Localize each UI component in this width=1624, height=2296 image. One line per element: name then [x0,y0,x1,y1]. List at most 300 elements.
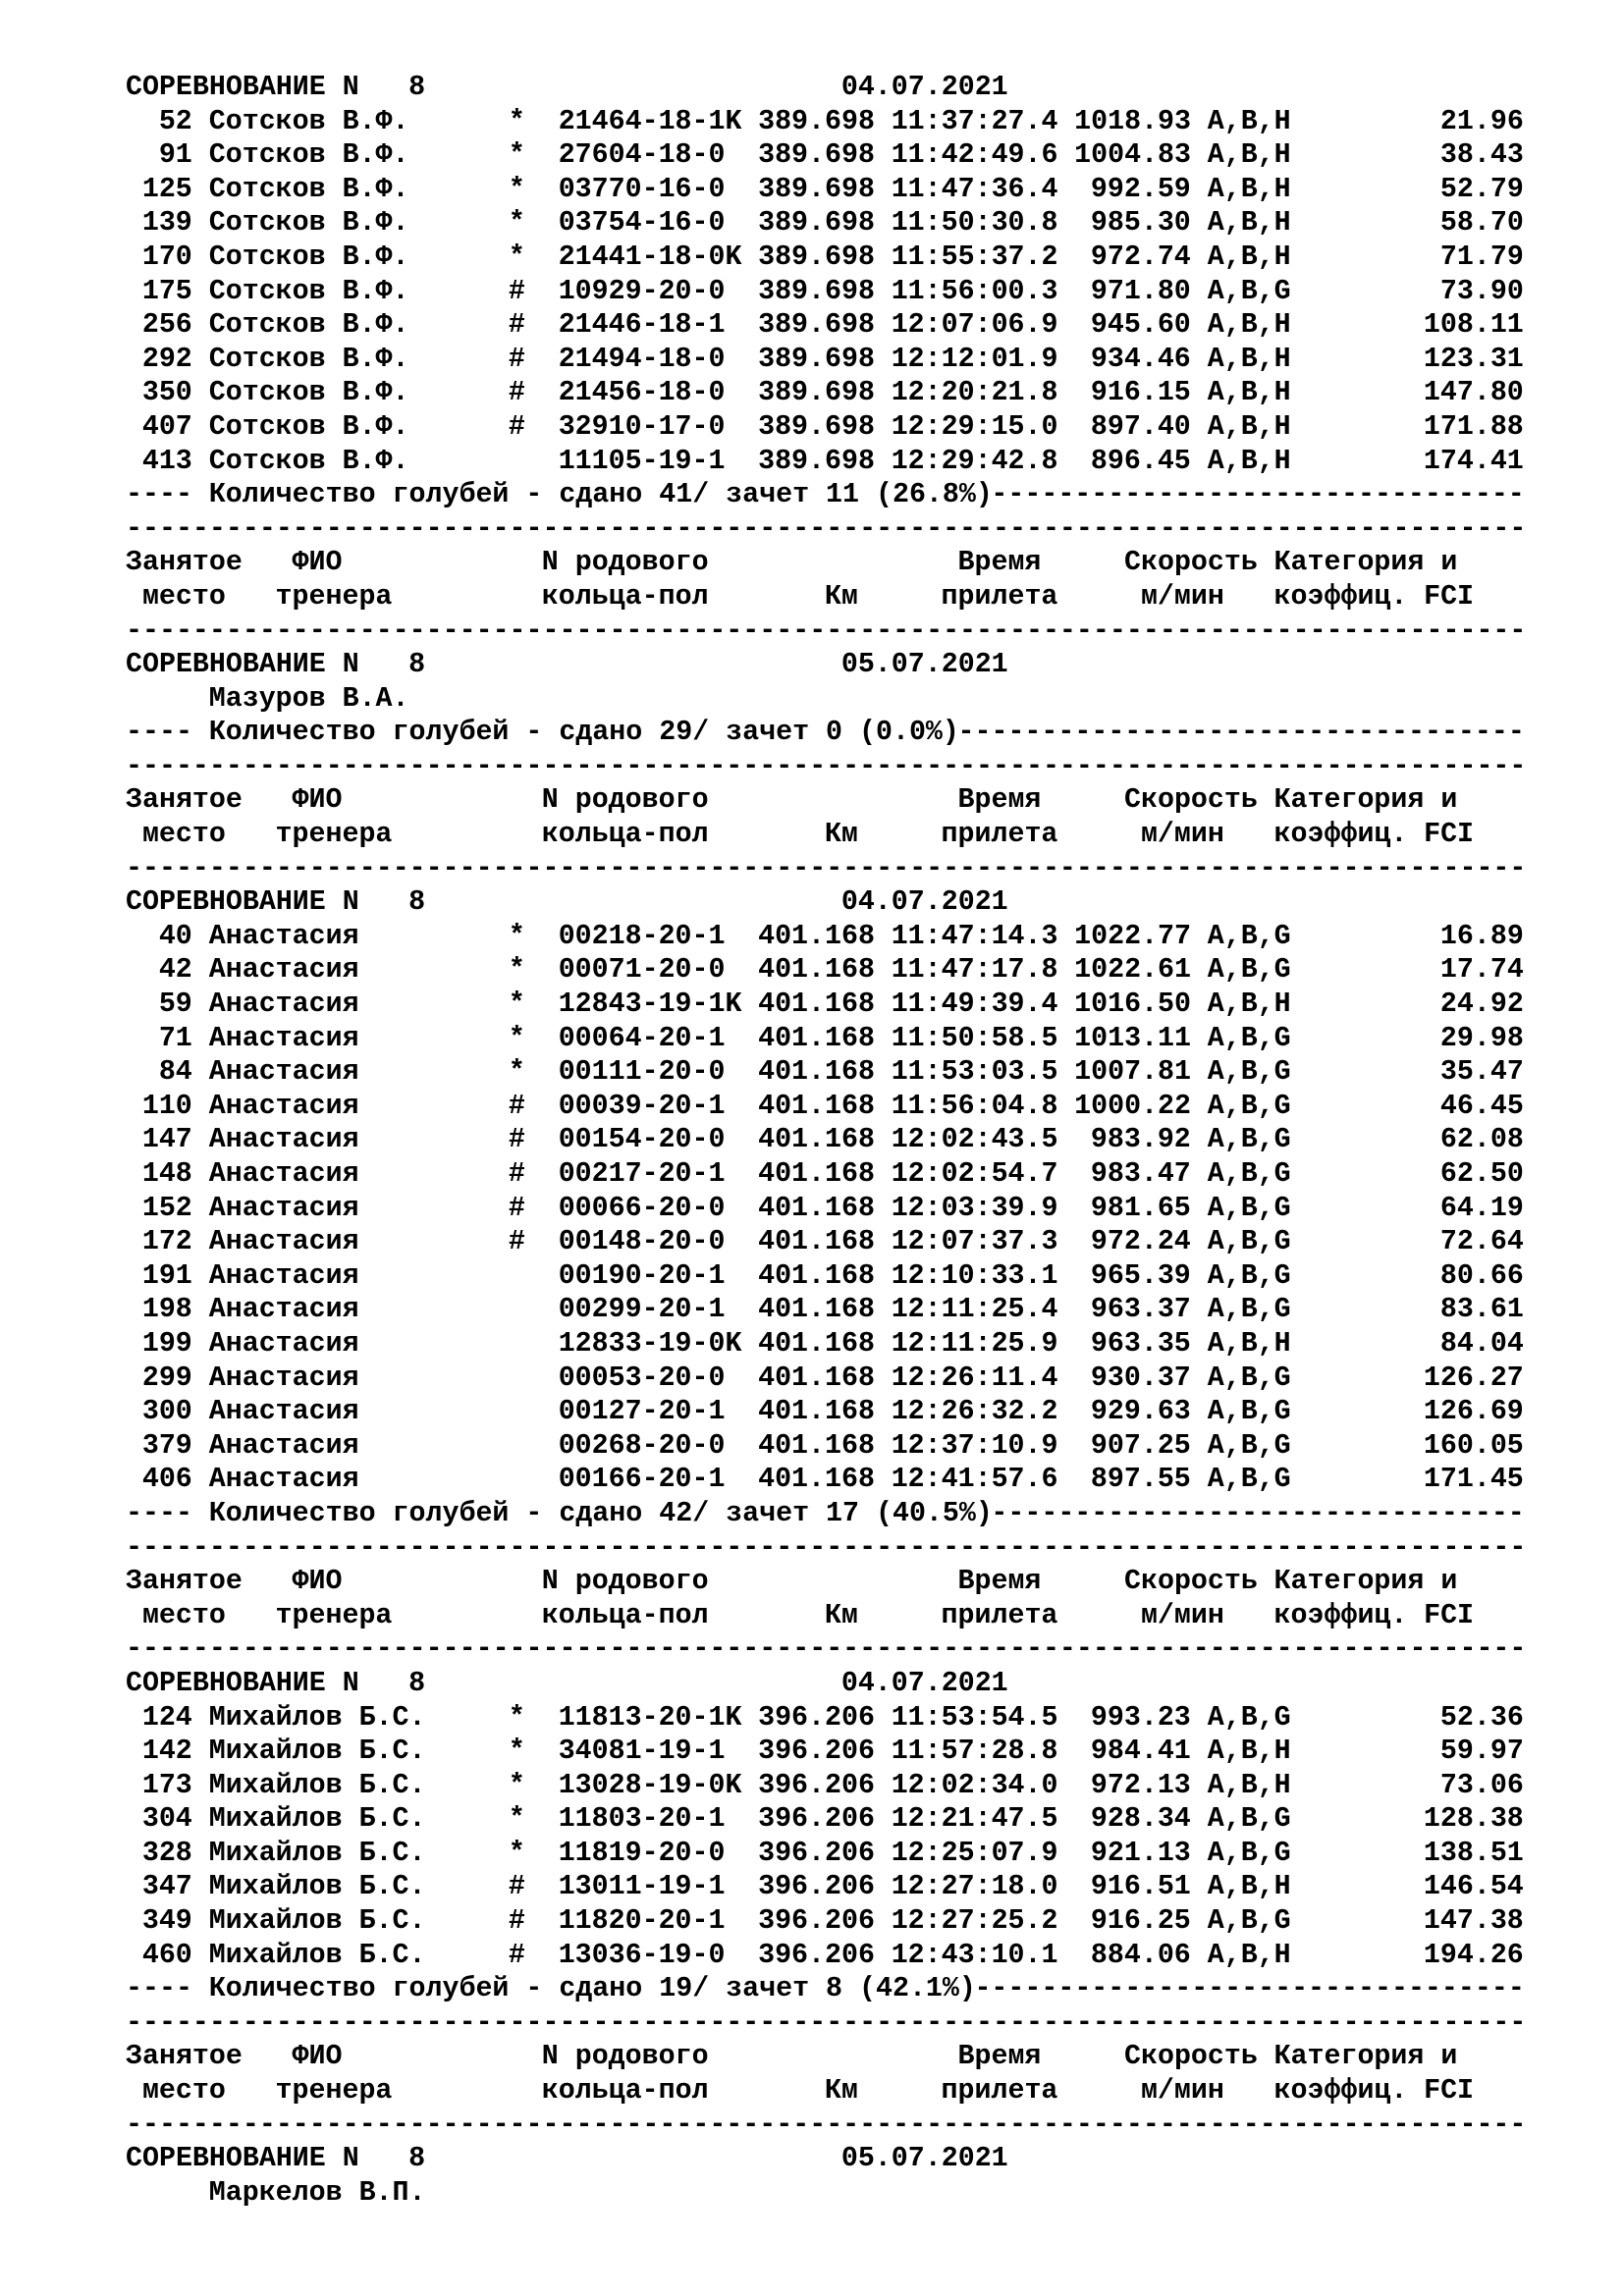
header-ring-2: кольца-пол [541,819,709,851]
row-trainer: Михайлов Б.С. [208,1803,426,1836]
row-ring: 00053-20-0 [558,1362,726,1394]
header-speed: Скорость [1124,2041,1258,2073]
row-coef: 46.45 [1439,1090,1524,1122]
header-ring: N родового [541,547,709,579]
row-time: 12:37:10.9 [891,1429,1058,1462]
result-row [126,1395,1598,1429]
row-mark: # [508,1939,525,1971]
competition-date: 04.07.2021 [840,1667,1008,1699]
row-coef: 174.41 [1423,445,1524,477]
row-place: 328 [141,1837,192,1869]
row-category: A,B,G [1207,1158,1291,1190]
header-ring: N родового [541,1566,709,1598]
row-time: 12:02:54.7 [891,1158,1058,1190]
header-ring: N родового [541,2041,709,2073]
header-ring: N родового [541,784,709,817]
row-speed: 972.74 [1090,240,1191,273]
row-mark: # [508,1905,525,1938]
result-row [126,1769,1598,1803]
trainer-name: Мазуров В.А. [208,682,409,715]
row-time: 12:20:21.8 [891,377,1058,409]
result-row [126,1870,1598,1904]
row-km: 396.206 [758,1837,875,1869]
row-category: A,B,G [1207,954,1291,987]
row-time: 12:12:01.9 [891,343,1058,375]
column-header-line-1 [126,783,1598,818]
row-mark: # [508,1124,525,1156]
header-ring-2: кольца-пол [541,580,709,613]
row-ring: 00064-20-1 [558,1022,726,1054]
header-bottom-rule [126,852,1598,886]
result-row [126,1837,1598,1871]
row-mark: * [508,954,525,987]
row-time: 11:49:39.4 [891,988,1058,1021]
row-category: A,B,G [1207,1056,1291,1089]
row-coef: 126.27 [1423,1362,1524,1394]
result-row [126,410,1598,445]
column-header-line-1 [126,2040,1598,2074]
result-row [126,1904,1598,1939]
row-ring: 00148-20-0 [558,1226,726,1258]
row-mark: * [508,1837,525,1869]
header-time: Время [957,2041,1042,2073]
row-km: 389.698 [758,377,875,409]
column-header-line-2 [126,818,1598,852]
row-speed: 984.41 [1090,1735,1191,1768]
row-km: 396.206 [758,1803,875,1836]
result-row [126,343,1598,377]
row-time: 12:07:06.9 [891,309,1058,342]
row-ring: 03754-16-0 [558,207,726,240]
row-place: 198 [141,1294,192,1326]
result-row [126,953,1598,988]
row-time: 11:55:37.2 [891,240,1058,273]
row-km: 396.206 [758,1871,875,1903]
row-km: 389.698 [758,275,875,307]
row-ring: 00039-20-1 [558,1090,726,1122]
row-coef: 171.88 [1423,410,1524,443]
row-coef: 71.79 [1439,240,1524,273]
row-speed: 1000.22 [1074,1090,1192,1122]
row-coef: 83.61 [1439,1294,1524,1326]
row-km: 401.168 [758,1464,875,1496]
row-km: 396.206 [758,1939,875,1971]
row-place: 304 [141,1803,192,1836]
row-category: A,B,H [1207,105,1291,137]
row-ring: 00217-20-1 [558,1158,726,1190]
competition-date: 05.07.2021 [840,649,1008,681]
row-place: 40 [158,920,192,952]
row-trainer: Сотсков В.Ф. [208,139,409,172]
row-category: A,B,G [1207,1022,1291,1054]
row-ring: 21464-18-1K [558,105,742,137]
row-time: 11:37:27.4 [891,105,1058,137]
competition-number: 8 [408,2143,426,2175]
row-time: 11:50:58.5 [891,1022,1058,1054]
row-speed: 896.45 [1090,445,1191,477]
row-speed: 897.55 [1090,1464,1191,1496]
row-trainer: Анастасия [208,954,359,987]
header-speed: Скорость [1124,784,1258,817]
header-time-2: прилета [941,580,1058,613]
header-place: Занятое [126,1566,243,1598]
row-time: 11:56:04.8 [891,1090,1058,1122]
row-mark: # [508,343,525,375]
row-mark: * [508,1803,525,1836]
row-trainer: Сотсков В.Ф. [208,309,409,342]
header-place: Занятое [126,547,243,579]
row-place: 175 [141,275,192,307]
row-trainer: Сотсков В.Ф. [208,207,409,240]
row-mark: # [508,275,525,307]
row-place: 460 [141,1939,192,1971]
competition-label: СОРЕВНОВАНИЕ N [126,649,359,681]
header-top-rule-rule: ------------------------------------------------------------------------------------ [126,1531,1527,1564]
row-ring: 12843-19-1K [558,988,742,1021]
row-category: A,B,G [1207,1192,1291,1224]
row-mark: * [508,139,525,172]
row-time: 12:02:34.0 [891,1769,1058,1801]
row-place: 347 [141,1871,192,1903]
row-km: 389.698 [758,105,875,137]
row-time: 11:42:49.6 [891,139,1058,172]
row-place: 406 [141,1464,192,1496]
row-mark: * [508,1701,525,1734]
column-header-line-2 [126,2074,1598,2109]
header-bottom-rule [126,1632,1598,1667]
competition-line [126,71,1598,105]
header-bottom-rule-rule: ------------------------------------------------------------------------------------ [126,852,1527,884]
column-header-line-1 [126,1565,1598,1599]
summary-text: Количество голубей - сдано 29/ зачет 0 (0.0%) [208,717,959,749]
row-category: A,B,H [1207,207,1291,240]
row-speed: 916.15 [1090,377,1191,409]
row-trainer: Анастасия [208,1090,359,1122]
row-mark: # [508,309,525,342]
row-time: 12:43:10.1 [891,1939,1058,1971]
row-place: 152 [141,1192,192,1224]
row-trainer: Сотсков В.Ф. [208,377,409,409]
summary-line [126,478,1598,512]
row-ring: 03770-16-0 [558,173,726,205]
row-time: 11:47:14.3 [891,920,1058,952]
row-ring: 00166-20-1 [558,1464,726,1496]
header-name-2: тренера [275,819,393,851]
summary-lead-dashes: ---- [126,479,192,511]
summary-line [126,716,1598,750]
row-time: 11:47:36.4 [891,173,1058,205]
competition-line [126,885,1598,920]
row-speed: 928.34 [1090,1803,1191,1836]
row-km: 396.206 [758,1701,875,1734]
row-coef: 123.31 [1423,343,1524,375]
row-speed: 993.23 [1090,1701,1191,1734]
header-ring-2: кольца-пол [541,2075,709,2108]
row-category: A,B,G [1207,1701,1291,1734]
header-km: Км [824,1599,858,1631]
row-time: 12:26:32.2 [891,1396,1058,1428]
column-header-line-2 [126,1599,1598,1633]
row-place: 170 [141,240,192,273]
row-mark: # [508,1871,525,1903]
row-trainer: Анастасия [208,1362,359,1394]
results-printout [126,71,1598,2210]
row-coef: 80.66 [1439,1259,1524,1292]
result-row [126,105,1598,139]
row-trainer: Анастасия [208,1464,359,1496]
row-place: 350 [141,377,192,409]
row-place: 173 [141,1769,192,1801]
row-category: A,B,G [1207,275,1291,307]
row-trainer: Сотсков В.Ф. [208,445,409,477]
row-category: A,B,H [1207,410,1291,443]
row-speed: 884.06 [1090,1939,1191,1971]
row-speed: 897.40 [1090,410,1191,443]
row-km: 401.168 [758,1259,875,1292]
row-coef: 72.64 [1439,1226,1524,1258]
header-name-2: тренера [275,2075,393,2108]
row-km: 396.206 [758,1905,875,1938]
row-ring: 10929-20-0 [558,275,726,307]
header-fci: FCI [1424,819,1475,851]
header-name-2: тренера [275,580,393,613]
row-ring: 13036-19-0 [558,1939,726,1971]
row-mark: # [508,410,525,443]
row-speed: 983.92 [1090,1124,1191,1156]
row-speed: 1022.61 [1074,954,1192,987]
row-time: 12:41:57.6 [891,1464,1058,1496]
header-bottom-rule [126,2109,1598,2143]
trainer-line [126,2176,1598,2211]
row-ring: 11105-19-1 [558,445,726,477]
header-time-2: прилета [941,2075,1058,2108]
row-category: A,B,H [1207,1939,1291,1971]
row-speed: 1018.93 [1074,105,1192,137]
header-fci: FCI [1424,580,1475,613]
row-trainer: Анастасия [208,1429,359,1462]
trainer-name: Маркелов В.П. [208,2176,426,2209]
row-coef: 194.26 [1423,1939,1524,1971]
result-row [126,1192,1598,1226]
row-speed: 930.37 [1090,1362,1191,1394]
row-time: 12:27:18.0 [891,1871,1058,1903]
header-time: Время [957,784,1042,817]
result-row [126,988,1598,1022]
row-speed: 1004.83 [1074,139,1192,172]
header-category-2: коэффиц. [1273,580,1408,613]
summary-trail-dashes: --------------------------------- [974,1973,1525,2005]
row-time: 11:57:28.8 [891,1735,1058,1768]
header-ring-2: кольца-пол [541,1599,709,1631]
row-category: A,B,H [1207,377,1291,409]
row-category: A,B,G [1207,1362,1291,1394]
row-category: A,B,G [1207,1090,1291,1122]
row-category: A,B,G [1207,1259,1291,1292]
row-ring: 21441-18-0K [558,240,742,273]
row-trainer: Михайлов Б.С. [208,1735,426,1768]
row-trainer: Сотсков В.Ф. [208,343,409,375]
row-category: A,B,H [1207,343,1291,375]
row-trainer: Сотсков В.Ф. [208,275,409,307]
row-coef: 126.69 [1423,1396,1524,1428]
row-coef: 160.05 [1423,1429,1524,1462]
row-km: 401.168 [758,1090,875,1122]
header-km: Км [824,819,858,851]
competition-number: 8 [408,649,426,681]
row-trainer: Анастасия [208,1327,359,1360]
row-category: A,B,H [1207,1769,1291,1801]
row-ring: 21456-18-0 [558,377,726,409]
row-coef: 73.06 [1439,1769,1524,1801]
summary-trail-dashes: -------------------------------- [991,1497,1525,1529]
header-time-2: прилета [941,1599,1058,1631]
competition-date: 04.07.2021 [840,72,1008,103]
row-place: 42 [158,954,192,987]
row-ring: 00190-20-1 [558,1259,726,1292]
header-bottom-rule [126,614,1598,649]
row-km: 396.206 [758,1769,875,1801]
row-mark: # [508,1226,525,1258]
row-ring: 21446-18-1 [558,309,726,342]
row-km: 401.168 [758,1192,875,1224]
row-time: 12:02:43.5 [891,1124,1058,1156]
row-km: 401.168 [758,1022,875,1054]
header-bottom-rule-rule: ------------------------------------------------------------------------------------ [126,2109,1527,2141]
row-time: 12:29:42.8 [891,445,1058,477]
result-row [126,920,1598,954]
row-time: 12:07:37.3 [891,1226,1058,1258]
competition-date: 05.07.2021 [840,2143,1008,2175]
row-mark: * [508,1056,525,1089]
competition-line [126,2142,1598,2176]
row-coef: 38.43 [1439,139,1524,172]
row-ring: 00218-20-1 [558,920,726,952]
row-trainer: Анастасия [208,988,359,1021]
row-mark: * [508,1735,525,1768]
row-speed: 916.25 [1090,1905,1191,1938]
header-category: Категория и [1273,784,1458,817]
row-time: 11:56:00.3 [891,275,1058,307]
result-row [126,1225,1598,1259]
row-speed: 985.30 [1090,207,1191,240]
row-speed: 929.63 [1090,1396,1191,1428]
competition-label: СОРЕВНОВАНИЕ N [126,2143,359,2175]
row-coef: 128.38 [1423,1803,1524,1836]
result-row [126,1802,1598,1837]
row-trainer: Михайлов Б.С. [208,1871,426,1903]
row-time: 12:27:25.2 [891,1905,1058,1938]
row-trainer: Анастасия [208,1294,359,1326]
row-speed: 965.39 [1090,1259,1191,1292]
row-time: 11:53:03.5 [891,1056,1058,1089]
row-km: 389.698 [758,240,875,273]
row-km: 389.698 [758,309,875,342]
result-row [126,376,1598,410]
row-ring: 00299-20-1 [558,1294,726,1326]
row-coef: 24.92 [1439,988,1524,1021]
row-coef: 52.36 [1439,1701,1524,1734]
row-time: 12:10:33.1 [891,1259,1058,1292]
row-category: A,B,H [1207,173,1291,205]
row-speed: 972.13 [1090,1769,1191,1801]
result-row [126,240,1598,275]
row-place: 84 [158,1056,192,1089]
result-row [126,1293,1598,1327]
row-place: 125 [141,173,192,205]
row-category: A,B,G [1207,1294,1291,1326]
result-row [126,206,1598,240]
result-row [126,1939,1598,1973]
row-speed: 981.65 [1090,1192,1191,1224]
result-row [126,1429,1598,1464]
result-row [126,138,1598,173]
summary-lead-dashes: ---- [126,1497,192,1529]
row-mark: * [508,1022,525,1054]
row-speed: 963.37 [1090,1294,1191,1326]
row-km: 401.168 [758,1294,875,1326]
row-place: 110 [141,1090,192,1122]
row-coef: 58.70 [1439,207,1524,240]
row-coef: 59.97 [1439,1735,1524,1768]
row-km: 389.698 [758,173,875,205]
row-place: 52 [158,105,192,137]
header-time: Время [957,1566,1042,1598]
row-ring: 00111-20-0 [558,1056,726,1089]
summary-line [126,1497,1598,1531]
row-trainer: Сотсков В.Ф. [208,240,409,273]
header-place-2: место [141,580,226,613]
row-km: 401.168 [758,1158,875,1190]
row-ring: 00071-20-0 [558,954,726,987]
row-trainer: Михайлов Б.С. [208,1769,426,1801]
row-place: 148 [141,1158,192,1190]
header-top-rule [126,750,1598,784]
row-category: A,B,G [1207,1803,1291,1836]
row-time: 12:21:47.5 [891,1803,1058,1836]
row-trainer: Сотсков В.Ф. [208,410,409,443]
result-row [126,173,1598,207]
row-mark: * [508,105,525,137]
row-trainer: Сотсков В.Ф. [208,105,409,137]
result-row [126,1327,1598,1362]
row-time: 12:29:15.0 [891,410,1058,443]
summary-text: Количество голубей - сдано 42/ зачет 17 (40.5%) [208,1497,993,1529]
row-coef: 16.89 [1439,920,1524,952]
row-coef: 108.11 [1423,309,1524,342]
summary-line [126,1972,1598,2006]
header-km: Км [824,580,858,613]
row-mark: # [508,377,525,409]
competition-line [126,648,1598,682]
row-coef: 29.98 [1439,1022,1524,1054]
row-time: 11:53:54.5 [891,1701,1058,1734]
result-row [126,1701,1598,1735]
row-time: 12:03:39.9 [891,1192,1058,1224]
row-trainer: Сотсков В.Ф. [208,173,409,205]
row-place: 413 [141,445,192,477]
row-km: 389.698 [758,139,875,172]
row-speed: 916.51 [1090,1871,1191,1903]
row-mark: * [508,240,525,273]
header-name: ФИО [292,1566,343,1598]
row-trainer: Анастасия [208,1022,359,1054]
row-trainer: Михайлов Б.С. [208,1837,426,1869]
row-ring: 00127-20-1 [558,1396,726,1428]
header-category-2: коэффиц. [1273,819,1408,851]
header-place-2: место [141,1599,226,1631]
row-category: A,B,H [1207,1871,1291,1903]
row-mark: # [508,1192,525,1224]
